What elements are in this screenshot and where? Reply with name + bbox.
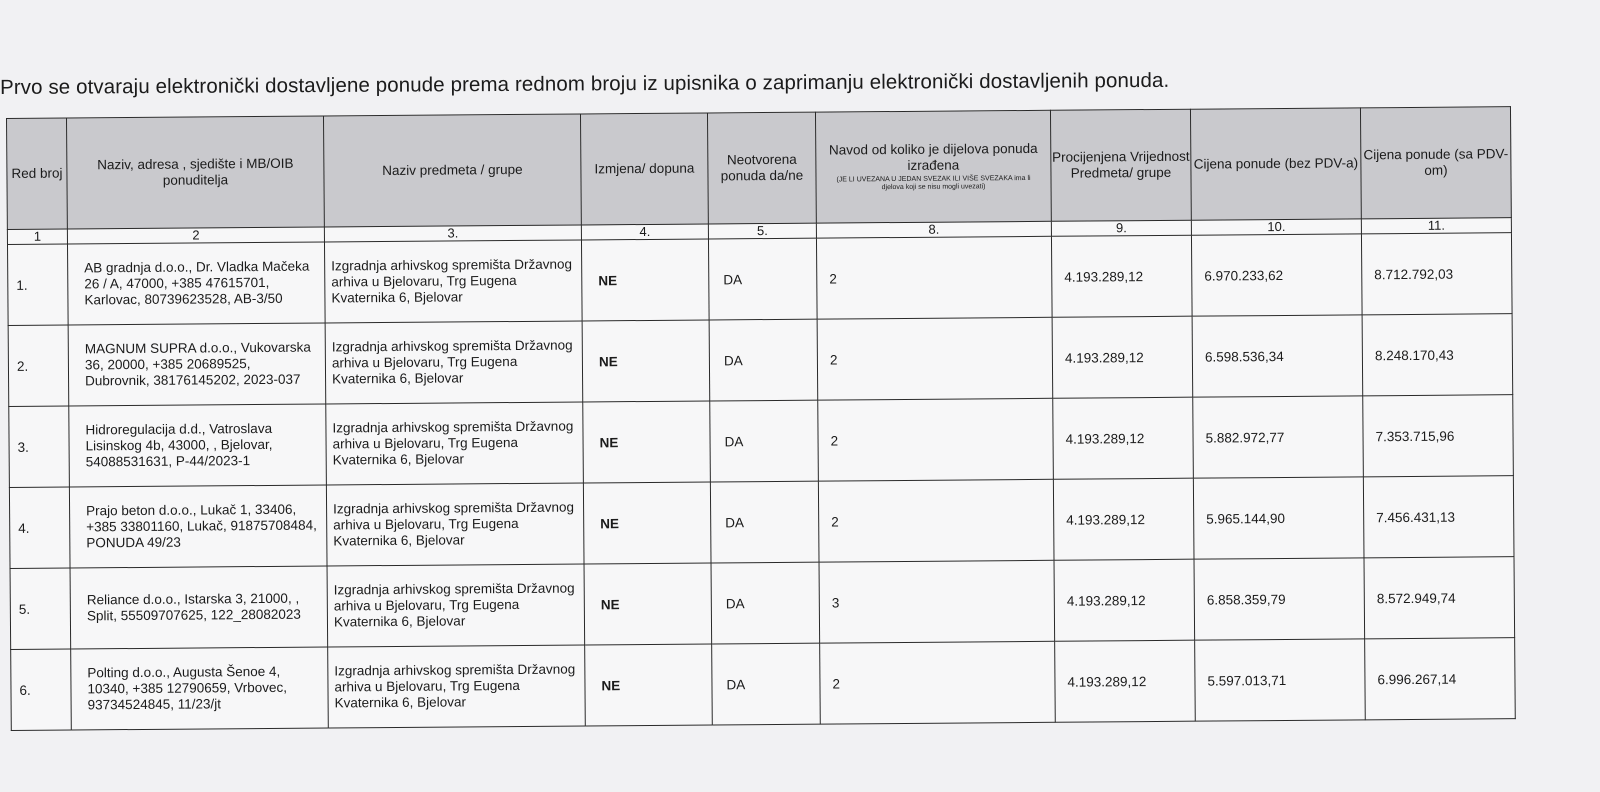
column-number: 4. [581,224,708,240]
bidder-cell: Prajo beton d.o.o., Lukač 1, 33406, +385 33801160, Lukač, 91875708484, PONUDA 49/23 [69,485,327,568]
bidder-cell: AB gradnja d.o.o., Dr. Vladka Mačeka 26 / A, 47000, +385 47615701, Karlovac, 80739623528, AB-3/50 [67,242,325,325]
header-navod [815,110,1051,223]
subject-cell: Izgradnja arhivskog spremišta Državnog arhiva u Bjelovaru, Trg Eugena Kvaternika 6, Bjelovar [324,240,582,323]
table-row [8,314,1513,407]
row-number: 4. [9,487,70,568]
navod-cell: 2 [816,236,1052,319]
row-number: 6. [11,649,72,730]
procijenjena-cell: 4.193.289,12 [1053,478,1194,560]
procijenjena-cell: 4.193.289,12 [1053,397,1194,479]
row-number: 3. [9,406,70,487]
column-number: 1 [7,229,67,244]
procijenjena-cell: 4.193.289,12 [1055,640,1196,722]
price-sa-pdv-cell: 8.712.792,03 [1361,233,1512,315]
procijenjena-cell: 4.193.289,12 [1051,235,1192,317]
column-number: 2 [67,227,324,244]
price-sa-pdv-cell: 7.353.715,96 [1363,395,1514,477]
column-number: 9. [1051,220,1191,236]
row-number: 1. [7,244,68,325]
header-sa-pdv: Cijena ponude (sa PDV-om) [1360,107,1511,219]
price-sa-pdv-cell: 6.996.267,14 [1365,638,1516,720]
izmjena-cell: NE [583,401,711,483]
intro-text: Prvo se otvaraju elektronički dostavljene ponude prema rednom broju iz upisnika o zaprimanju elektronički dostavljenih ponuda. [0,68,1170,99]
table-row [11,638,1516,731]
column-number: 10. [1191,219,1361,235]
subject-cell: Izgradnja arhivskog spremišta Državnog arhiva u Bjelovaru, Trg Eugena Kvaternika 6, Bjelovar [325,321,583,404]
izmjena-cell: NE [585,644,713,726]
price-bez-pdv-cell: 5.597.013,71 [1195,639,1366,721]
column-number: 3. [324,225,581,242]
bidder-cell: Reliance d.o.o., Istarska 3, 21000, , Split, 55509707625, 122_28082023 [70,566,328,649]
header-procijenjena: Procijenjena Vrijednost Predmeta/ grupe [1050,109,1191,221]
neotvorena-cell: DA [710,481,819,563]
header-izmjena: Izmjena/ dopuna [580,113,708,225]
price-bez-pdv-cell: 5.965.144,90 [1193,477,1364,559]
header-row [7,107,1512,230]
price-sa-pdv-cell: 8.572.949,74 [1364,557,1515,639]
table-row [7,233,1512,326]
table-row [9,476,1514,569]
table-row [10,557,1515,650]
neotvorena-cell: DA [710,400,819,482]
navod-cell: 2 [818,398,1054,481]
header-navod-label: Navod od koliko je dijelova ponuda izrađena [828,140,1038,173]
bidder-cell: Polting d.o.o., Augusta Šenoe 4, 10340, +385 12790659, Vrbovec, 93734524845, 11/23/jt [71,647,329,730]
bids-table-container [6,106,1516,731]
bids-table [6,106,1516,731]
neotvorena-cell: DA [709,319,818,401]
bidder-cell: MAGNUM SUPRA d.o.o., Vukovarska 36, 20000, +385 20689525, Dubrovnik, 38176145202, 2023-037 [68,323,326,406]
subject-cell: Izgradnja arhivskog spremišta Državnog arhiva u Bjelovaru, Trg Eugena Kvaternika 6, Bjelovar [328,645,586,728]
price-bez-pdv-cell: 6.970.233,62 [1191,234,1362,316]
subject-cell: Izgradnja arhivskog spremišta Državnog arhiva u Bjelovaru, Trg Eugena Kvaternika 6, Bjelovar [326,483,584,566]
price-bez-pdv-cell: 6.598.536,34 [1192,315,1363,397]
izmjena-cell: NE [582,320,710,402]
header-bez-pdv: Cijena ponude (bez PDV-a) [1190,108,1361,220]
izmjena-cell: NE [583,482,711,564]
column-number: 5. [708,223,816,239]
neotvorena-cell: DA [712,643,821,725]
column-number: 8. [816,221,1051,238]
header-red-broj: Red broj [7,118,68,229]
price-bez-pdv-cell: 6.858.359,79 [1194,558,1365,640]
procijenjena-cell: 4.193.289,12 [1054,559,1195,641]
neotvorena-cell: DA [708,238,817,320]
row-number: 2. [8,325,69,406]
subject-cell: Izgradnja arhivskog spremišta Državnog arhiva u Bjelovaru, Trg Eugena Kvaternika 6, Bjelovar [326,402,584,485]
navod-cell: 2 [818,479,1054,562]
price-bez-pdv-cell: 5.882.972,77 [1193,396,1364,478]
procijenjena-cell: 4.193.289,12 [1052,316,1193,398]
neotvorena-cell: DA [711,562,820,644]
header-subject: Naziv predmeta / grupe [323,114,581,227]
navod-cell: 2 [817,317,1053,400]
izmjena-cell: NE [581,239,709,321]
bidder-cell: Hidroregulacija d.d., Vatroslava Lisinskog 4b, 43000, , Bjelovar, 54088531631, P-44/2023-1 [69,404,327,487]
navod-cell: 3 [819,560,1055,643]
header-navod-note: (JE LI UVEZANA U JEDAN SVEZAK ILI VIŠE SVEZAKA ima li djelova koji se nisu mogli uvezati) [836,174,1031,192]
price-sa-pdv-cell: 7.456.431,13 [1363,476,1514,558]
subject-cell: Izgradnja arhivskog spremišta Državnog arhiva u Bjelovaru, Trg Eugena Kvaternika 6, Bjelovar [327,564,585,647]
column-number: 11. [1361,218,1511,234]
header-bidder: Naziv, adresa , sjedište i MB/OIB ponuditelja [67,116,325,229]
price-sa-pdv-cell: 8.248.170,43 [1362,314,1513,396]
header-neotvorena: Neotvorena ponuda da/ne [707,112,816,224]
table-row [9,395,1514,488]
row-number: 5. [10,568,71,649]
navod-cell: 2 [820,641,1056,724]
izmjena-cell: NE [584,563,712,645]
